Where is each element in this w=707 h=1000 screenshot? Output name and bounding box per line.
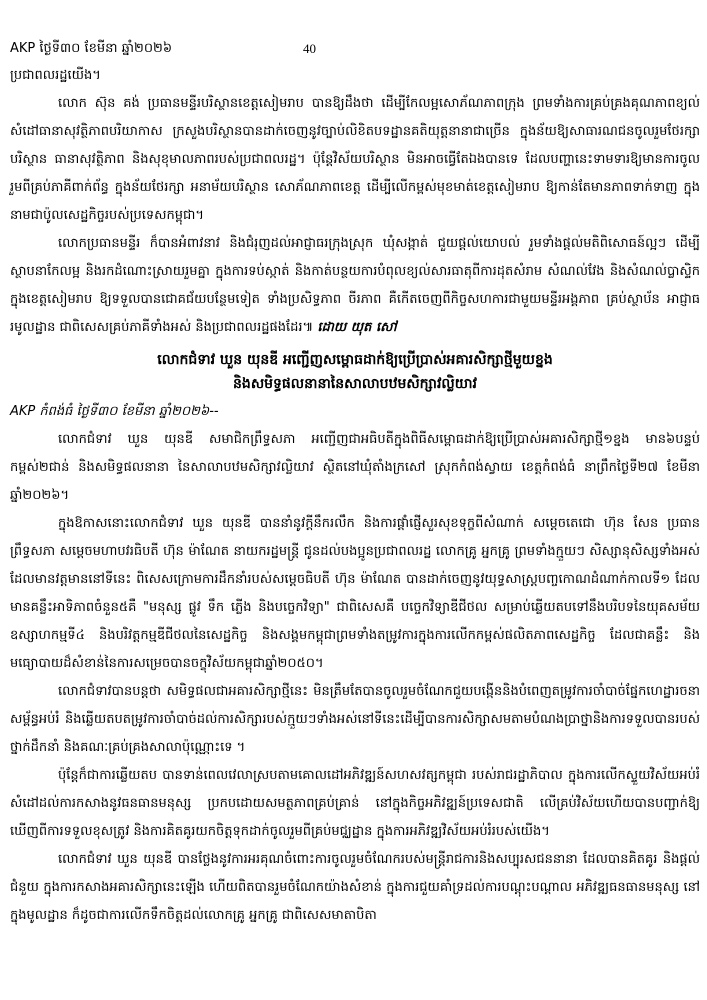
page-header — [10, 38, 700, 60]
article2-title — [10, 348, 700, 396]
article2-title-line-2: និងសមិទ្ធផលនានានៃសាលាបឋមសិក្សាវល្លិយាវ — [233, 376, 477, 392]
article2-paragraph-4: ប៉ុន្តែក៏ជាការឆ្លើយតប បានទាន់ពេលវេលាស្របតាមគោលដៅអភិវឌ្ឍន៍សហសវត្សកម្ពុជា របស់រាជរដ្ឋាភិបាល ក្នុងការលើកស្ទួយវិស័យអប់រំ សំដៅដល់ការកសាងនូវធនធានមនុស្ស ប្រកបដោយសមត្ថភាពគ្រប់គ្រាន់ នៅក្នុងកិច្ចអភិវឌ្ឍន៍ប្រទេសជាតិ លើគ្រប់វិស័យហើយបានបញ្ជាក់ឱ្យឃើញពីការទទួលខុសត្រូវ និងការគិតគូរយកចិត្តទុកដាក់ចូលរួមពីគ្រប់មជ្ឈដ្ឋាន ក្នុងការអភិវឌ្ឍវិស័យអប់រំរបស់យើង។ — [10, 768, 700, 839]
article2-paragraph-3: លោកជំទាវបានបន្តថា សមិទ្ធផលជាអគារសិក្សាថ្មីនេះ មិនត្រឹមតែបានចូលរួមចំណែកជួយបង្កើននិងបំពេញតម្រូវការចាំបាច់ផ្នែកហេដ្ឋារចនាសម្ព័ន្ធអប់រំ និងឆ្លើយតបតម្រូវការចាំបាច់ដល់ការសិក្សារបស់ក្មួយៗទាំងអស់នៅទីនេះដើម្បីបានការសិក្សាសមតាមបំណងប្រាថ្នានិងការទទួលបានរបស់ថ្នាក់ដឹកនាំ និងគណៈគ្រប់គ្រងសាលាប៉ុណ្ណោះទេ ។ — [10, 684, 700, 755]
article2-dateline: AKP កំពង់ធំ ថ្ងៃទី៣០ ខែមីនា ឆ្នាំ២០២៦-- — [10, 404, 219, 419]
article1-paragraph-1: ប្រជាពលរដ្ឋយើង។ — [10, 68, 101, 83]
page-content — [10, 62, 700, 930]
page-number: 40 — [303, 41, 316, 56]
article2-paragraph-5: លោកជំទាវ ឃួន យុនឌី បានថ្លែងនូវការអរគុណចំពោះការចូលរួមចំណែករបស់មន្ត្រីរាជការនិងសប្បុរសជននានា ដែលបានគិតគូរ និងផ្តល់ជំនួយ ក្នុងការកសាងអគារសិក្សានេះឡើង ហើយពិតបានរួមចំណែកយ៉ាងសំខាន់ ក្នុងការជួយគាំទ្រដល់ការបណ្តុះបណ្តាល អភិវឌ្ឍធនធានមនុស្ស នៅក្នុងមូលដ្ឋាន ក៏ដូចជាការលើកទឹកចិត្តដល់លោកគ្រូ អ្នកគ្រូ ជាពិសេសមាតាបិតា — [10, 852, 700, 923]
article2-paragraph-1: លោកជំទាវ ឃួន យុនឌី សមាជិកព្រឹទ្ធសភា អញ្ជើញជាអធិបតីក្នុងពិធីសម្ពោធដាក់ឱ្យប្រើប្រាស់អគារសិក្សាថ្មី១ខ្នង មាន៦បន្ទប់ កម្ពស់២ជាន់ និងសមិទ្ធផលនានា នៃសាលាបឋមសិក្សាវល្លិយាវ ស្ថិតនៅឃុំតាំងក្រសៅ ស្រុកកំពង់ស្វាយ ខេត្តកំពង់ធំ នាព្រឹកថ្ងៃទី២៧ ខែមីនា ឆ្នាំ២០២៦។ — [10, 432, 700, 503]
article1-paragraph-3 — [10, 230, 700, 342]
article2-title-line-1: លោកជំទាវ ឃួន យុនឌី អញ្ជើញសម្ពោធដាក់ឱ្យប្រើប្រាស់អគារសិក្សាថ្មីមួយខ្នង — [157, 352, 553, 368]
article1-paragraph-2: លោក ស៊ុន គង់ ប្រធានមន្ទីរបរិស្ថានខេត្តសៀមរាប បានឱ្យដឹងថា ដើម្បីកែលម្អសោភ័ណភាពក្រុង ព្រមទាំងការគ្រប់គ្រងគុណភាពខ្យល់សំដៅធានាសុវត្ថិភាពបរិយាកាស ក្រសួងបរិស្ថានបានដាក់ចេញនូវច្បាប់លិខិតបទដ្ឋានគតិយុត្តនានាជាច្រើន ក្នុងន័យឱ្យសាធារណជនចូលរួមថែរក្សាបរិស្ថាន ធានាសុវត្ថិភាព និងសុខុមាលភាពរបស់ប្រជាពលរដ្ឋ។ ប៉ុន្តែវិស័យបរិស្ថាន មិនអាចធ្វើតែឯងបានទេ ដែលបញ្ហានេះទាមទារឱ្យមានការចូលរួមពីគ្រប់ភាគីពាក់ព័ន្ធ ក្នុងន័យថែរក្សា អនាម័យបរិស្ថាន សោភ័ណភាពខេត្ត ដើម្បីលើកម្ពស់មុខមាត់ខេត្តសៀមរាប ឱ្យកាន់តែមានភាពទាក់ទាញ ក្នុងនាមជាប៉ូលសេដ្ឋកិច្ចរបស់ប្រទេសកម្ពុជា។ — [10, 96, 700, 223]
article2-paragraph-2: ក្នុងឱកាសនោះលោកជំទាវ ឃួន យុនឌី បាននាំនូវក្តីនឹករលឹក និងការផ្តាំផ្ញើសួរសុខទុក្ខពីសំណាក់ សម្តេចតេជោ ហ៊ុន សែន ប្រធានព្រឹទ្ធសភា សម្តេចមហាបវរធិបតី ហ៊ុន ម៉ាណែត នាយករដ្ឋមន្ត្រី ជូនដល់បងប្អូនប្រជាពលរដ្ឋ លោកគ្រូ អ្នកគ្រូ ព្រមទាំងក្មួយៗ សិស្សានុសិស្សទាំងអស់ ដែលមានវត្តមាននៅទីនេះ ពិសេសក្រោមការដឹកនាំរបស់សម្តេចធិបតី ហ៊ុន ម៉ាណែត បានដាក់ចេញនូវយុទ្ធសាស្ត្របញ្ចកោណដំណាក់កាលទី១ ដែលមានគន្លឹះអាទិភាពចំនួន៥គឺ "មនុស្ស ផ្លូវ ទឹក ភ្លើង និងបច្ចេកវិទ្យា" ជាពិសេសគឺ បច្ចេកវិទ្យាឌីជីថល សម្រាប់ឆ្លើយតបទៅនឹងបរិបទនៃយុគសម័យឧស្សាហកម្មទី៤ និងបរិវត្តកម្មឌីជីថលនៃសេដ្ឋកិច្ច និងសង្គមកម្ពុជាព្រមទាំងតម្រូវការក្នុងការលើកកម្ពស់ផលិតភាពសេដ្ឋកិច្ច ដែលជាគន្លឹះ និងមធ្យោបាយដ៏សំខាន់នៃការសម្រេចបានចក្ខុវិស័យកម្ពុជាឆ្នាំ២០៥០។ — [10, 516, 700, 671]
article1-paragraph-3-text: លោកប្រធានមន្ទីរ ក៏បានអំពាវនាវ និងជំរុញដល់អាជ្ញាធរក្រុងស្រុក ឃុំសង្កាត់ ជួយផ្តល់យោបល់ រួមទាំងផ្តល់មតិពិសោធន៍ល្អៗ ដើម្បីស្ថាបនាកែលម្អ និងរកដំណោះស្រាយរួមគ្នា ក្នុងការទប់ស្កាត់ និងកាត់បន្ថយការបំពុលខ្យល់សារធាតុពីការដុតសំរាម សំណល់វែង និងសំណល់ប្លាស្ទិក ក្នុងខេត្តសៀមរាប ឱ្យទទួលបានជោគជ័យបន្ថែមទៀត ទាំងប្រសិទ្ធភាព ចីរភាព គឺកើតចេញពីកិច្ចសហការជាមួយមន្ទីរអង្គភាព គ្រប់ស្ថាប័ន អាជ្ញាធរមូលដ្ឋាន ជាពិសេសគ្រប់ភាគីទាំងអស់ និងប្រជាពលរដ្ឋផងដែរ៕ — [10, 236, 700, 335]
article1-byline: ដោយ យុត សៅ — [317, 320, 397, 335]
header-dateline: AKP ថ្ងៃទី៣០ ខែមីនា ឆ្នាំ២០២៦ — [10, 41, 173, 56]
